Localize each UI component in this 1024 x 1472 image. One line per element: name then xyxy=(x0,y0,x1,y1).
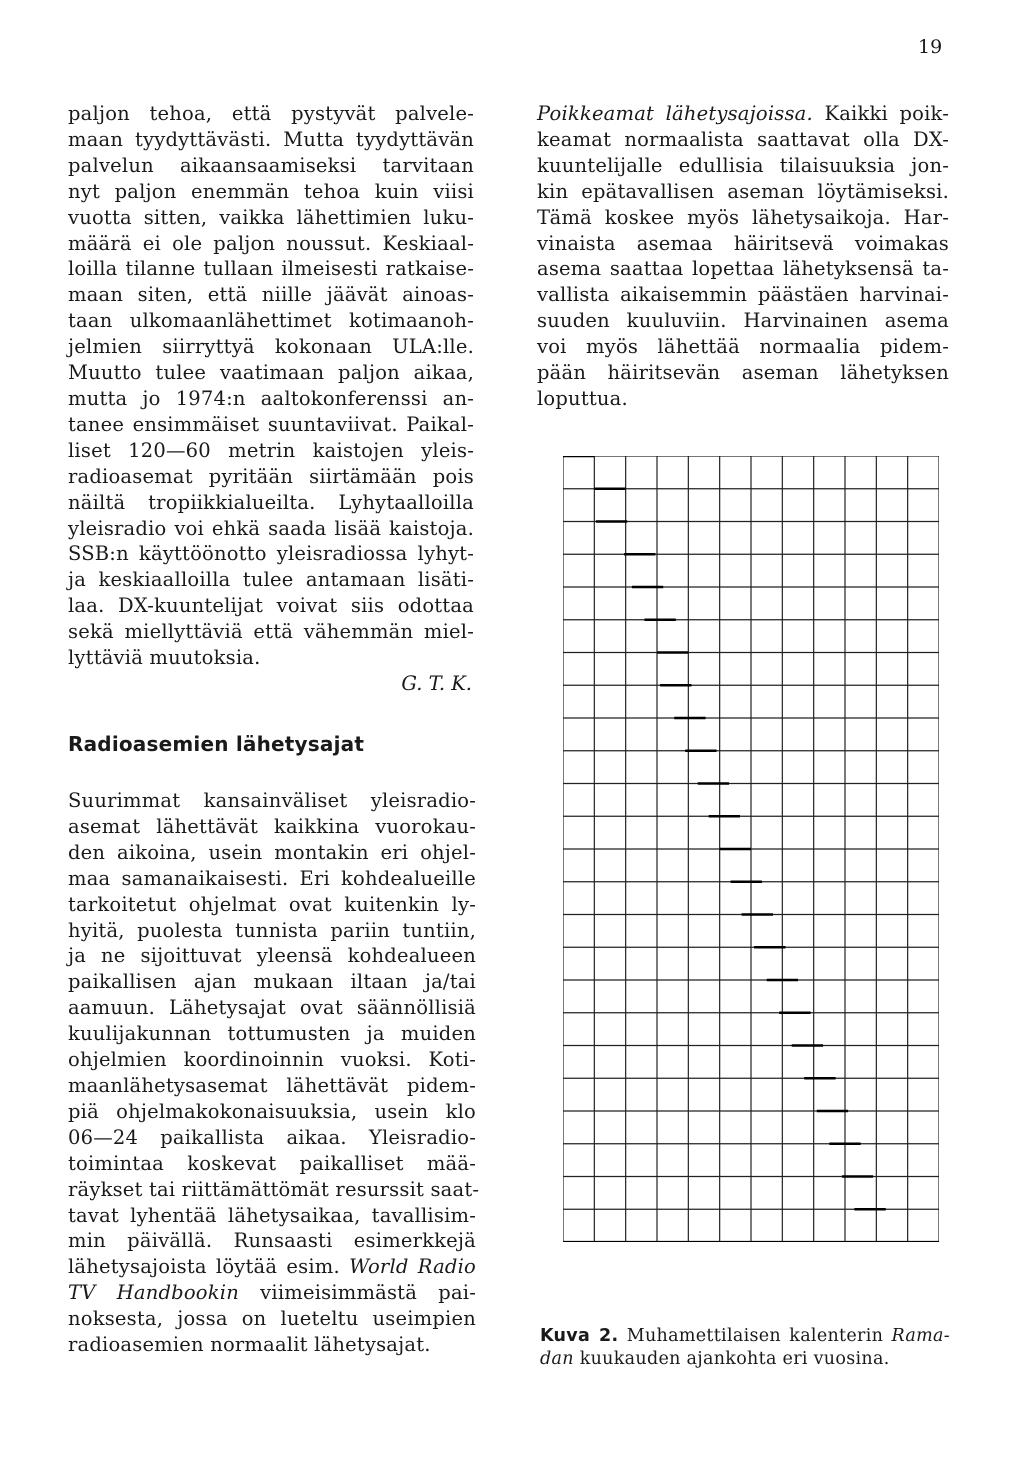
text-line: kuulijakunnan tottumusten ja muiden xyxy=(68,1022,476,1046)
caption-text: kuukauden ajankohta eri vuosina. xyxy=(579,1349,890,1369)
text-line: Tämä koskee myös lähetysaikoja. Har- xyxy=(537,205,949,229)
text-line: liset 120—60 metrin kaistojen yleis- xyxy=(68,438,474,462)
text-line: aamuun. Lähetysajat ovat säännöllisiä xyxy=(68,996,476,1020)
text-line: kin epätavallisen aseman löytämiseksi. xyxy=(537,179,949,203)
text-line: ja ne sijoittuvat yleensä kohdealueen xyxy=(68,944,476,968)
text-line: paikallisen ajan mukaan iltaan ja/tai xyxy=(68,970,476,994)
text-line: tavat lyhentää lähetysaikaa, tavallisim- xyxy=(68,1203,476,1227)
text-line: maa samanaikaisesti. Eri kohdealueille xyxy=(68,866,476,890)
text-line: räykset tai riittämättömät resurssit saat- xyxy=(68,1177,480,1201)
text-line: lyttäviä muutoksia. xyxy=(68,646,261,670)
text-line: den aikoina, usein montakin eri ohjel- xyxy=(68,840,476,864)
text-line: min päivällä. Runsaasti esimerkkejä xyxy=(68,1229,476,1253)
text-line: toimintaa koskevat paikalliset mää- xyxy=(68,1151,476,1175)
text-line: loputtua. xyxy=(537,386,628,410)
text-line: vallista aikaisemmin päästäen harvinai- xyxy=(537,283,949,307)
caption-text: Muhamettilaisen kalenterin xyxy=(626,1326,884,1346)
text-line: nyt paljon enemmän tehoa kuin viisi xyxy=(68,179,474,203)
text-segment: lähetysajoista löytää esim. xyxy=(68,1255,340,1279)
author-signature: G. T. K. xyxy=(401,671,472,695)
text-line: vuotta sitten, vaikka lähettimien luku- xyxy=(68,205,474,229)
text-line: voi myös lähettää normaalia pidem- xyxy=(537,335,949,359)
text-line: loilla tilanne tullaan ilmeisesti ratkaise- xyxy=(68,257,474,281)
caption-italic: dan xyxy=(540,1349,574,1369)
text-segment: viimeisimmästä pai- xyxy=(260,1281,476,1305)
text-line: asemat lähettävät kaikkina vuorokau- xyxy=(68,814,476,838)
text-line: piä ohjelmakokonaisuuksia, usein klo xyxy=(68,1099,476,1123)
book-title-part: TV Handbookin xyxy=(68,1281,239,1305)
text-line: kuuntelijalle edullisia tilaisuuksia jon- xyxy=(537,153,949,177)
caption-line xyxy=(540,1325,950,1348)
page-number: 19 xyxy=(918,36,943,58)
text-line: keamat normaalista saattavat olla DX- xyxy=(537,127,949,151)
figure-caption xyxy=(540,1325,950,1371)
text-line: tarkoitetut ohjelmat ovat kuitenkin ly- xyxy=(68,892,476,916)
text-line: maanlähetysasemat lähettävät pidem- xyxy=(68,1073,476,1097)
text-line xyxy=(537,101,949,127)
text-line: ohjelmien koordinoinnin vuoksi. Koti- xyxy=(68,1048,476,1072)
text-line: hyitä, puolesta tunnista pariin tuntiin, xyxy=(68,918,476,942)
text-line: sekä miellyttäviä että vähemmän miel- xyxy=(68,620,474,644)
text-line: SSB:n käyttöönotto yleisradiossa lyhyt- xyxy=(68,542,474,566)
text-line: 06—24 paikallista aikaa. Yleisradio- xyxy=(68,1125,476,1149)
caption-italic: Rama- xyxy=(891,1326,950,1346)
italic-lead: Poikkeamat lähetysajoissa. xyxy=(537,102,813,125)
text-line: radioasemien normaalit lähetysajat. xyxy=(68,1333,431,1357)
text-line: vinaista asemaa häiritsevä voimakas xyxy=(537,231,949,255)
text-line: jelmien siirryttyä kokonaan ULA:lle. xyxy=(68,335,474,359)
text-line: maan tyydyttävästi. Mutta tyydyttävän xyxy=(68,127,474,151)
text-line: määrä ei ole paljon noussut. Keskiaal- xyxy=(68,231,474,255)
text-line: palvelun aikaansaamiseksi tarvitaan xyxy=(68,153,474,177)
text-line xyxy=(68,1254,476,1280)
text-line: laa. DX-kuuntelijat voivat siis odottaa xyxy=(68,594,474,618)
left-column-top xyxy=(68,101,474,697)
text-line: tanee ensimmäiset suuntaviivat. Paikal- xyxy=(68,412,474,436)
text-line: suuden kuuluviin. Harvinainen asema xyxy=(537,309,949,333)
text-line: Suurimmat kansainväliset yleisradio- xyxy=(68,789,476,812)
right-column xyxy=(537,101,949,412)
text-line xyxy=(68,1280,476,1306)
text-line: mutta jo 1974:n aaltokonferenssi an- xyxy=(68,386,474,410)
text-line: näiltä tropiikkialueilta. Lyhytaalloilla xyxy=(68,490,474,514)
book-title-part: World Radio xyxy=(349,1255,476,1279)
text-line: asema saattaa lopettaa lähetyksensä ta- xyxy=(537,257,949,281)
text-line: pään häiritsevän aseman lähetyksen xyxy=(537,361,949,385)
text-line: radioasemat pyritään siirtämään pois xyxy=(68,464,474,488)
text-line: Muutto tulee vaatimaan paljon aikaa, xyxy=(68,361,474,385)
caption-label: Kuva 2. xyxy=(540,1326,619,1346)
text-line: taan ulkomaanlähettimet kotimaanoh- xyxy=(68,309,474,333)
left-column-bottom xyxy=(68,788,480,1358)
text-line: paljon tehoa, että pystyvät palvele- xyxy=(68,102,474,125)
text-segment: Kaikki poik- xyxy=(824,102,950,125)
text-line: ja keskiaalloilla tulee antamaan lisäti- xyxy=(68,568,474,592)
section-heading: Radioasemien lähetysajat xyxy=(68,732,365,756)
text-line: noksesta, jossa on lueteltu useimpien xyxy=(68,1307,476,1331)
text-line: maan siten, että niille jäävät ainoas- xyxy=(68,283,474,307)
caption-line xyxy=(540,1348,950,1371)
text-line: yleisradio voi ehkä saada lisää kaistoja. xyxy=(68,516,474,540)
ramadan-calendar-figure xyxy=(563,456,939,1242)
